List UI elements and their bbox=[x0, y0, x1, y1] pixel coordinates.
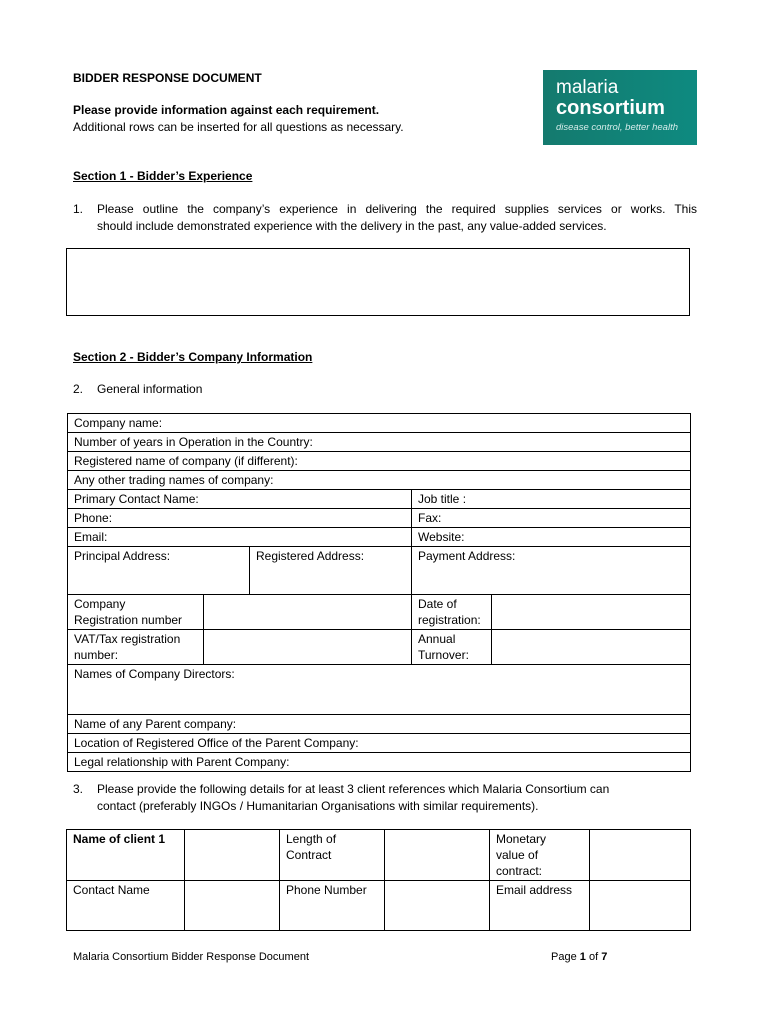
monetary-value-label-3: contract: bbox=[496, 864, 543, 878]
phone-field[interactable]: Phone: bbox=[68, 509, 412, 528]
years-operation-field[interactable]: Number of years in Operation in the Country: bbox=[68, 433, 691, 452]
client-reference-table bbox=[66, 829, 691, 931]
email-address-input[interactable] bbox=[590, 881, 691, 931]
parent-company-field[interactable]: Name of any Parent company: bbox=[68, 715, 691, 734]
q2-number: 2. bbox=[73, 382, 84, 396]
logo-line2: consortium bbox=[556, 97, 665, 119]
phone-number-label: Phone Number bbox=[280, 881, 385, 931]
phone-number-input[interactable] bbox=[385, 881, 490, 931]
job-title-field[interactable]: Job title : bbox=[412, 490, 691, 509]
directors-field[interactable]: Names of Company Directors: bbox=[68, 665, 691, 715]
vat-registration-label-2: number: bbox=[74, 648, 119, 662]
parent-location-field[interactable]: Location of Registered Office of the Parent Company: bbox=[68, 734, 691, 753]
company-registration-input[interactable] bbox=[204, 595, 412, 630]
principal-address-field[interactable]: Principal Address: bbox=[68, 547, 250, 595]
monetary-value-label bbox=[490, 830, 590, 881]
client-name-input[interactable] bbox=[185, 830, 280, 881]
date-registration-label-2: registration: bbox=[418, 613, 481, 627]
monetary-value-label-2: value of bbox=[496, 848, 539, 862]
monetary-value-label-1: Monetary bbox=[496, 832, 547, 846]
page-prefix: Page bbox=[551, 951, 577, 963]
legal-relationship-field[interactable]: Legal relationship with Parent Company: bbox=[68, 753, 691, 772]
company-registration-label-2: Registration number bbox=[74, 613, 183, 627]
q2-text: General information bbox=[97, 382, 203, 396]
payment-address-field[interactable]: Payment Address: bbox=[412, 547, 691, 595]
footer-document-name: Malaria Consortium Bidder Response Document bbox=[73, 951, 309, 963]
annual-turnover-label-2: Turnover: bbox=[418, 648, 469, 662]
date-registration-label bbox=[412, 595, 492, 630]
annual-turnover-label bbox=[412, 630, 492, 665]
company-name-field[interactable]: Company name: bbox=[68, 414, 691, 433]
length-contract-label bbox=[280, 830, 385, 881]
page-of: of bbox=[588, 951, 599, 963]
date-registration-label-1: Date of bbox=[418, 597, 457, 611]
vat-registration-label bbox=[68, 630, 204, 665]
contact-name-input[interactable] bbox=[185, 881, 280, 931]
q3-number: 3. bbox=[73, 782, 84, 796]
registered-address-field[interactable]: Registered Address: bbox=[250, 547, 412, 595]
email-address-label: Email address bbox=[490, 881, 590, 931]
experience-response-box[interactable] bbox=[66, 248, 690, 316]
logo-line1: malaria bbox=[556, 77, 619, 98]
q3-line2: contact (preferably INGOs / Humanitarian Organisations with similar requirements). bbox=[97, 799, 539, 813]
date-registration-input[interactable] bbox=[492, 595, 691, 630]
q1-line2: should include demonstrated experience with the delivery in the past, any value-added services. bbox=[97, 219, 607, 233]
length-contract-label-1: Length of bbox=[286, 832, 337, 846]
contact-name-label: Contact Name bbox=[67, 881, 185, 931]
length-contract-input[interactable] bbox=[385, 830, 490, 881]
trading-names-field[interactable]: Any other trading names of company: bbox=[68, 471, 691, 490]
page-total: 7 bbox=[601, 951, 608, 963]
company-registration-label-1: Company bbox=[74, 597, 126, 611]
section2-heading: Section 2 - Bidder’s Company Information bbox=[73, 350, 313, 364]
malaria-consortium-logo bbox=[543, 70, 697, 145]
registered-name-field[interactable]: Registered name of company (if different): bbox=[68, 452, 691, 471]
annual-turnover-input[interactable] bbox=[492, 630, 691, 665]
footer-page-number bbox=[551, 951, 607, 963]
instruction-bold: Please provide information against each requirement. bbox=[73, 103, 380, 117]
logo-tagline: disease control, better health bbox=[556, 122, 678, 133]
vat-registration-label-1: VAT/Tax registration bbox=[74, 632, 181, 646]
monetary-value-input[interactable] bbox=[590, 830, 691, 881]
email-field[interactable]: Email: bbox=[68, 528, 412, 547]
document-title: BIDDER RESPONSE DOCUMENT bbox=[73, 71, 262, 85]
length-contract-label-2: Contract bbox=[286, 848, 332, 862]
company-registration-label bbox=[68, 595, 204, 630]
vat-registration-input[interactable] bbox=[204, 630, 412, 665]
fax-field[interactable]: Fax: bbox=[412, 509, 691, 528]
annual-turnover-label-1: Annual bbox=[418, 632, 456, 646]
website-field[interactable]: Website: bbox=[412, 528, 691, 547]
section1-heading: Section 1 - Bidder’s Experience bbox=[73, 169, 253, 183]
q1-line1: Please outline the company’s experience in delivering the required supplies services or works. This bbox=[97, 202, 697, 216]
q1-number: 1. bbox=[73, 202, 84, 216]
client-name-label: Name of client 1 bbox=[67, 830, 185, 881]
company-info-table bbox=[67, 413, 691, 772]
q3-line1: Please provide the following details for at least 3 client references which Malaria Consortium can bbox=[97, 782, 610, 796]
page-current: 1 bbox=[579, 951, 586, 963]
instruction-text: Additional rows can be inserted for all questions as necessary. bbox=[73, 120, 404, 134]
primary-contact-field[interactable]: Primary Contact Name: bbox=[68, 490, 412, 509]
